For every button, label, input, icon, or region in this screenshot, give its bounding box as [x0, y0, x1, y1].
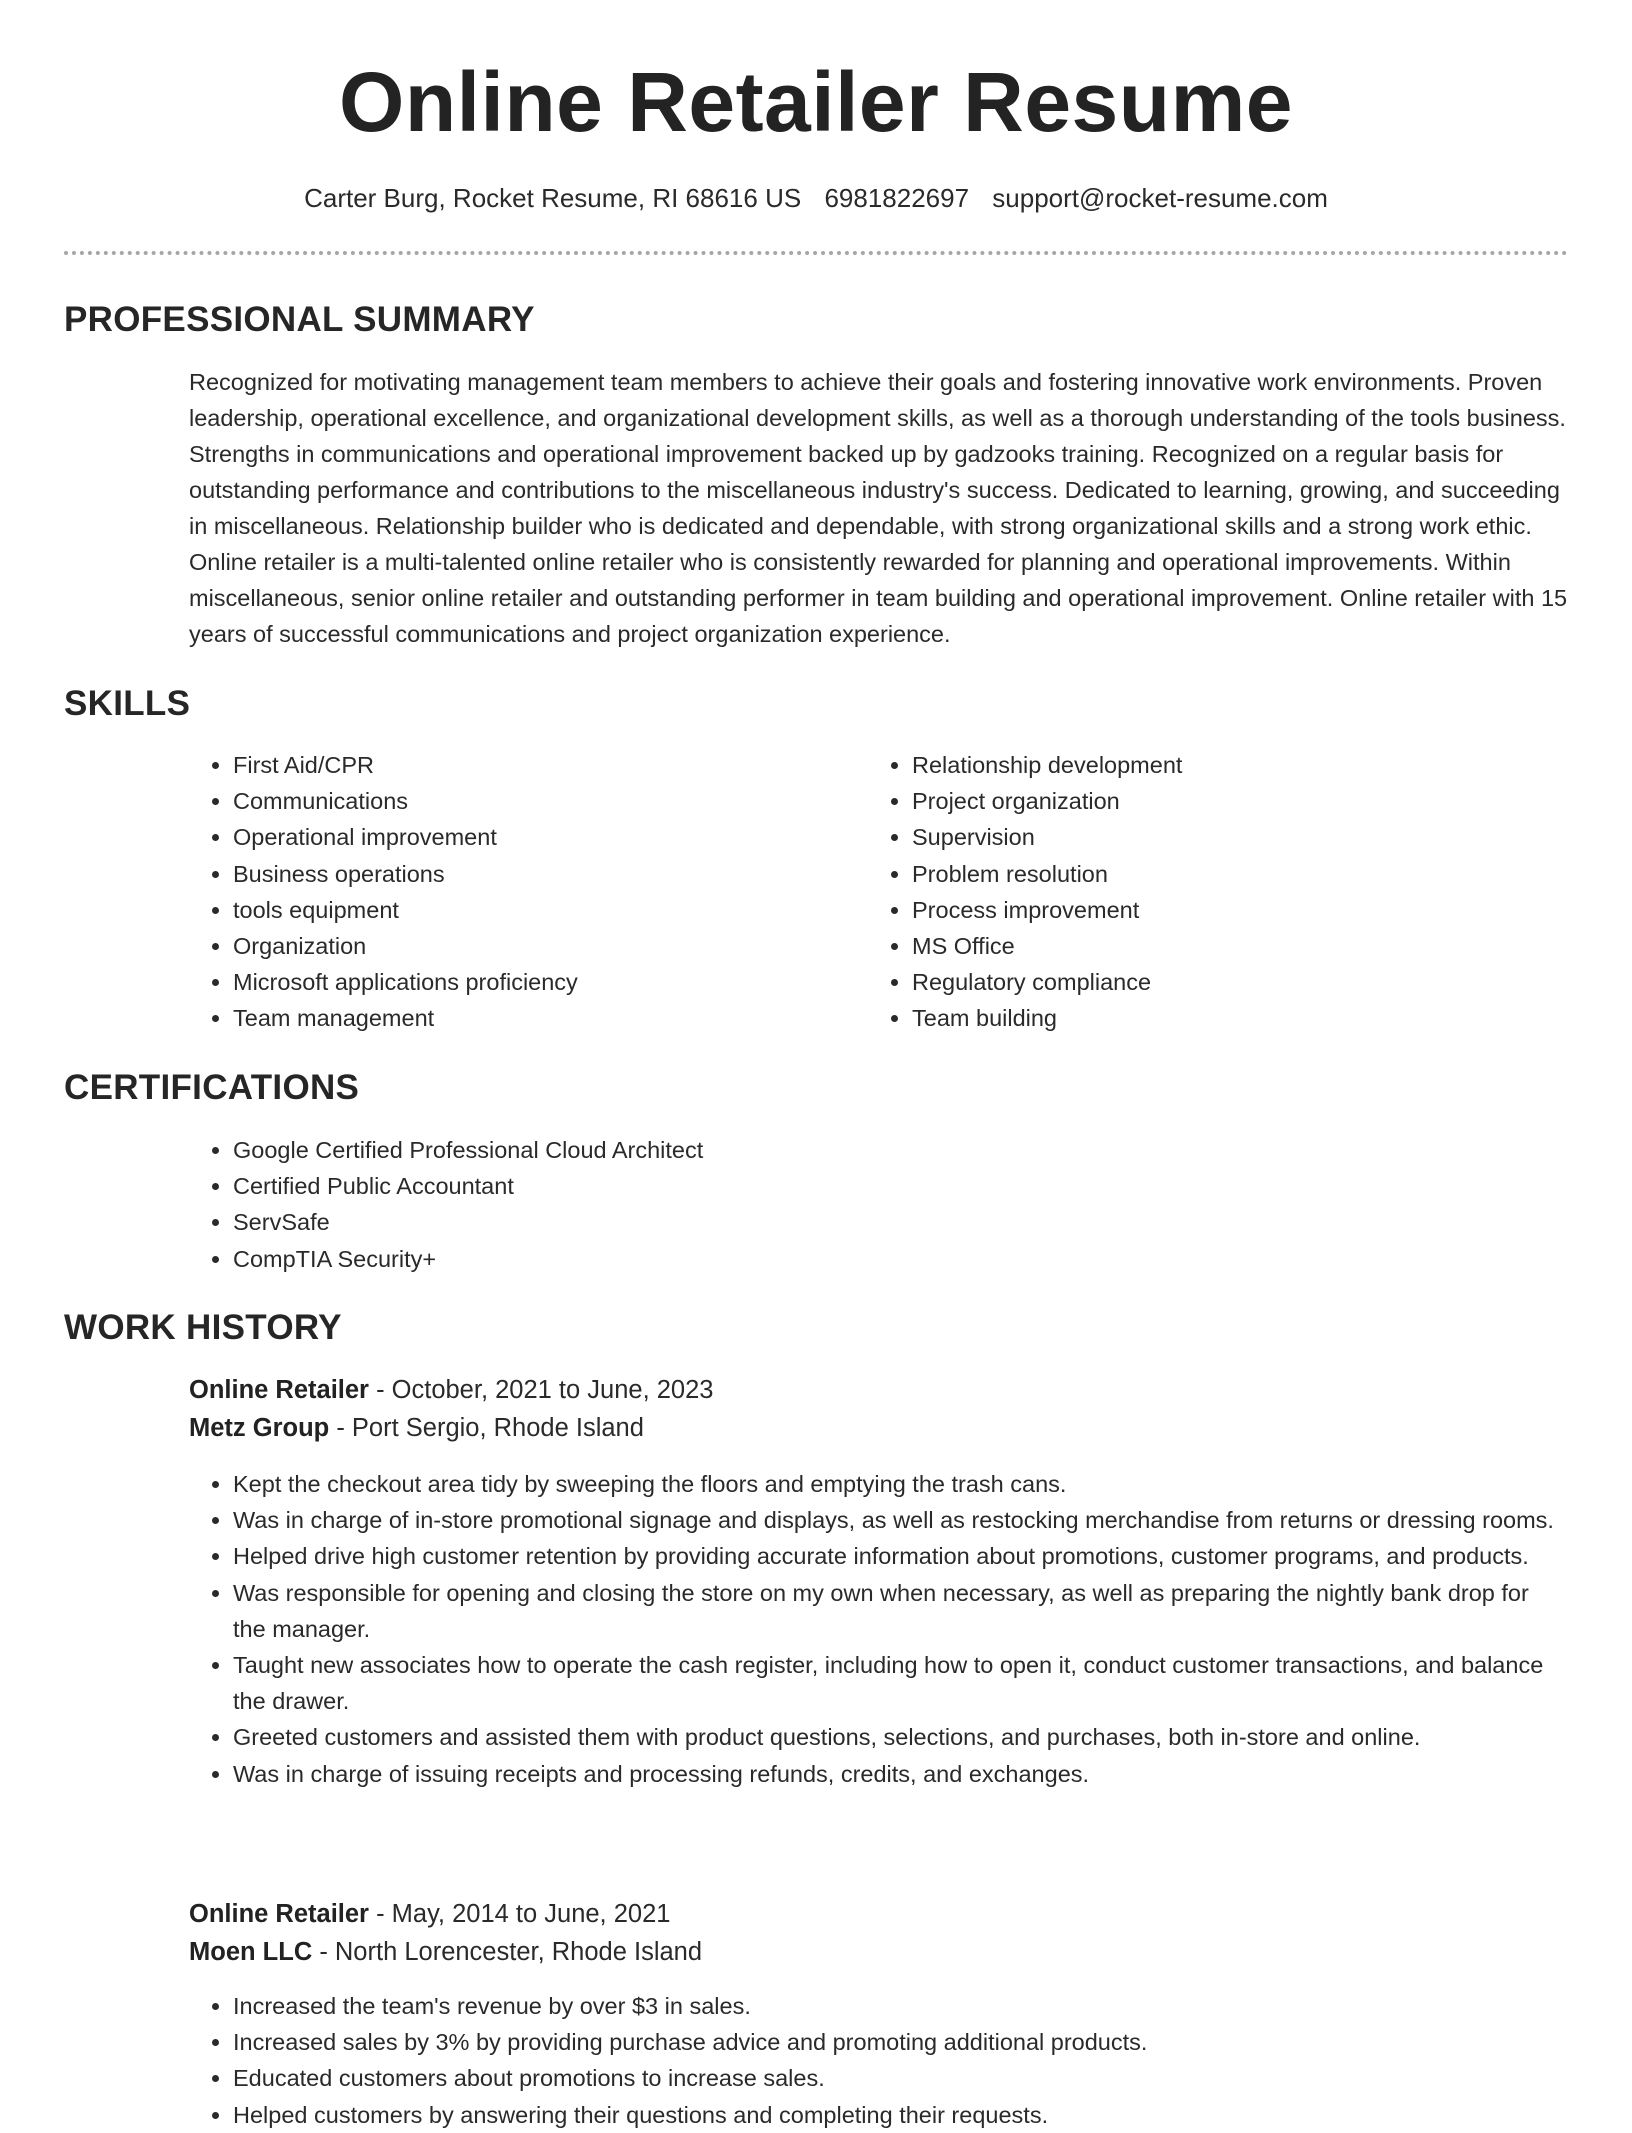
- skill-item: • Regulatory compliance: [912, 964, 1532, 1000]
- skill-item: • Microsoft applications proficiency: [233, 964, 853, 1000]
- contact-email: support@rocket-resume.com: [992, 183, 1328, 213]
- certifications-heading: CERTIFICATIONS: [64, 1068, 360, 1107]
- skill-item: • Team management: [233, 1000, 853, 1036]
- skill-item: • Organization: [233, 928, 853, 964]
- skill-item: • Relationship development: [912, 747, 1532, 783]
- certifications-list: [189, 1132, 1433, 1277]
- job-title: Online Retailer: [189, 1376, 369, 1404]
- job-bullet: • Educated customers about promotions to increase sales.: [233, 2060, 1568, 2096]
- job-bullet: • Helped customers by answering their questions and completing their requests.: [233, 2097, 1568, 2133]
- job-bullet: • Taught new associates how to operate the cash register, including how to open it, conduct customer transactions, and balance the drawer.: [233, 1647, 1568, 1719]
- skill-item: • Project organization: [912, 783, 1532, 819]
- job-bullet: • Was in charge of in-store promotional signage and displays, as well as restocking merchandise from returns or dressing rooms.: [233, 1502, 1568, 1538]
- skills-heading: SKILLS: [64, 684, 191, 723]
- job-bullet: • Helped drive high customer retention by providing accurate information about promotions, customer programs, and products.: [233, 1538, 1568, 1574]
- skill-item: • Supervision: [912, 819, 1532, 855]
- job-bullet: • Was responsible for opening and closing the store on my own when necessary, as well as preparing the nightly bank drop for the manager.: [233, 1575, 1568, 1647]
- skill-item: • Business operations: [233, 856, 853, 892]
- summary-heading: PROFESSIONAL SUMMARY: [64, 300, 535, 339]
- job-company-line: [189, 1410, 644, 1446]
- job-bullet: • Kept the checkout area tidy by sweeping the floors and emptying the trash cans.: [233, 1466, 1568, 1502]
- job-bullet: • Increased the team's revenue by over $3 in sales.: [233, 1988, 1568, 2024]
- skill-item: • MS Office: [912, 928, 1532, 964]
- job-dates: - October, 2021 to June, 2023: [368, 1376, 714, 1404]
- contact-line: [0, 180, 1632, 216]
- job-company: Metz Group: [189, 1414, 330, 1442]
- job-dates: - May, 2014 to June, 2021: [368, 1900, 671, 1928]
- contact-address: Carter Burg, Rocket Resume, RI 68616 US: [304, 183, 802, 213]
- job-company: Moen LLC: [189, 1938, 313, 1966]
- skill-item: • Team building: [912, 1000, 1532, 1036]
- skill-item: • First Aid/CPR: [233, 747, 853, 783]
- job-bullet: • Was in charge of issuing receipts and processing refunds, credits, and exchanges.: [233, 1756, 1568, 1792]
- job-title: Online Retailer: [189, 1900, 369, 1928]
- skill-item: • Process improvement: [912, 892, 1532, 928]
- certification-item: • ServSafe: [233, 1204, 1433, 1240]
- job-bullets: [189, 1988, 1568, 2133]
- summary-text: Recognized for motivating management team members to achieve their goals and fostering innovative work environments. Proven leadership, operational excellence, and organizational development skills, as well as a thorough understanding of the tools business. Strengths in communications and operational improvement backed up by gadzooks training. Recognized on a regular basis for outstanding performance and contributions to the miscellaneous industry's success. Dedicated to learning, growing, and succeeding in miscellaneous. Relationship builder who is dedicated and dependable, with strong organizational skills and a strong work ethic. Online retailer is a multi-talented online retailer who is consistently rewarded for planning and operational improvements. Within miscellaneous, senior online retailer and outstanding performer in team building and operational improvement. Online retailer with 15 years of successful communications and project organization experience.: [189, 369, 1568, 647]
- skill-item: • Communications: [233, 783, 853, 819]
- job-bullet: • Greeted customers and assisted them with product questions, selections, and purchases, both in-store and online.: [233, 1719, 1568, 1755]
- contact-phone: 6981822697: [824, 183, 970, 213]
- certification-item: • Certified Public Accountant: [233, 1168, 1433, 1204]
- job-bullet: • Increased sales by 3% by providing purchase advice and promoting additional products.: [233, 2024, 1568, 2060]
- work-history-heading: WORK HISTORY: [64, 1308, 342, 1347]
- job-location: - North Lorencester, Rhode Island: [312, 1938, 703, 1966]
- resume-title: Online Retailer Resume: [339, 55, 1293, 149]
- skill-item: • tools equipment: [233, 892, 853, 928]
- skills-list-left: [189, 747, 853, 1037]
- job-title-line: [189, 1896, 670, 1932]
- certification-item: • Google Certified Professional Cloud Architect: [233, 1132, 1433, 1168]
- job-location: - Port Sergio, Rhode Island: [329, 1414, 644, 1442]
- certification-item: • CompTIA Security+: [233, 1241, 1433, 1277]
- skill-item: • Problem resolution: [912, 856, 1532, 892]
- skill-item: • Operational improvement: [233, 819, 853, 855]
- header-divider: [64, 251, 1568, 255]
- skills-list-right: [868, 747, 1532, 1037]
- job-title-line: [189, 1372, 713, 1408]
- job-bullets: [189, 1466, 1568, 1792]
- job-company-line: [189, 1934, 702, 1970]
